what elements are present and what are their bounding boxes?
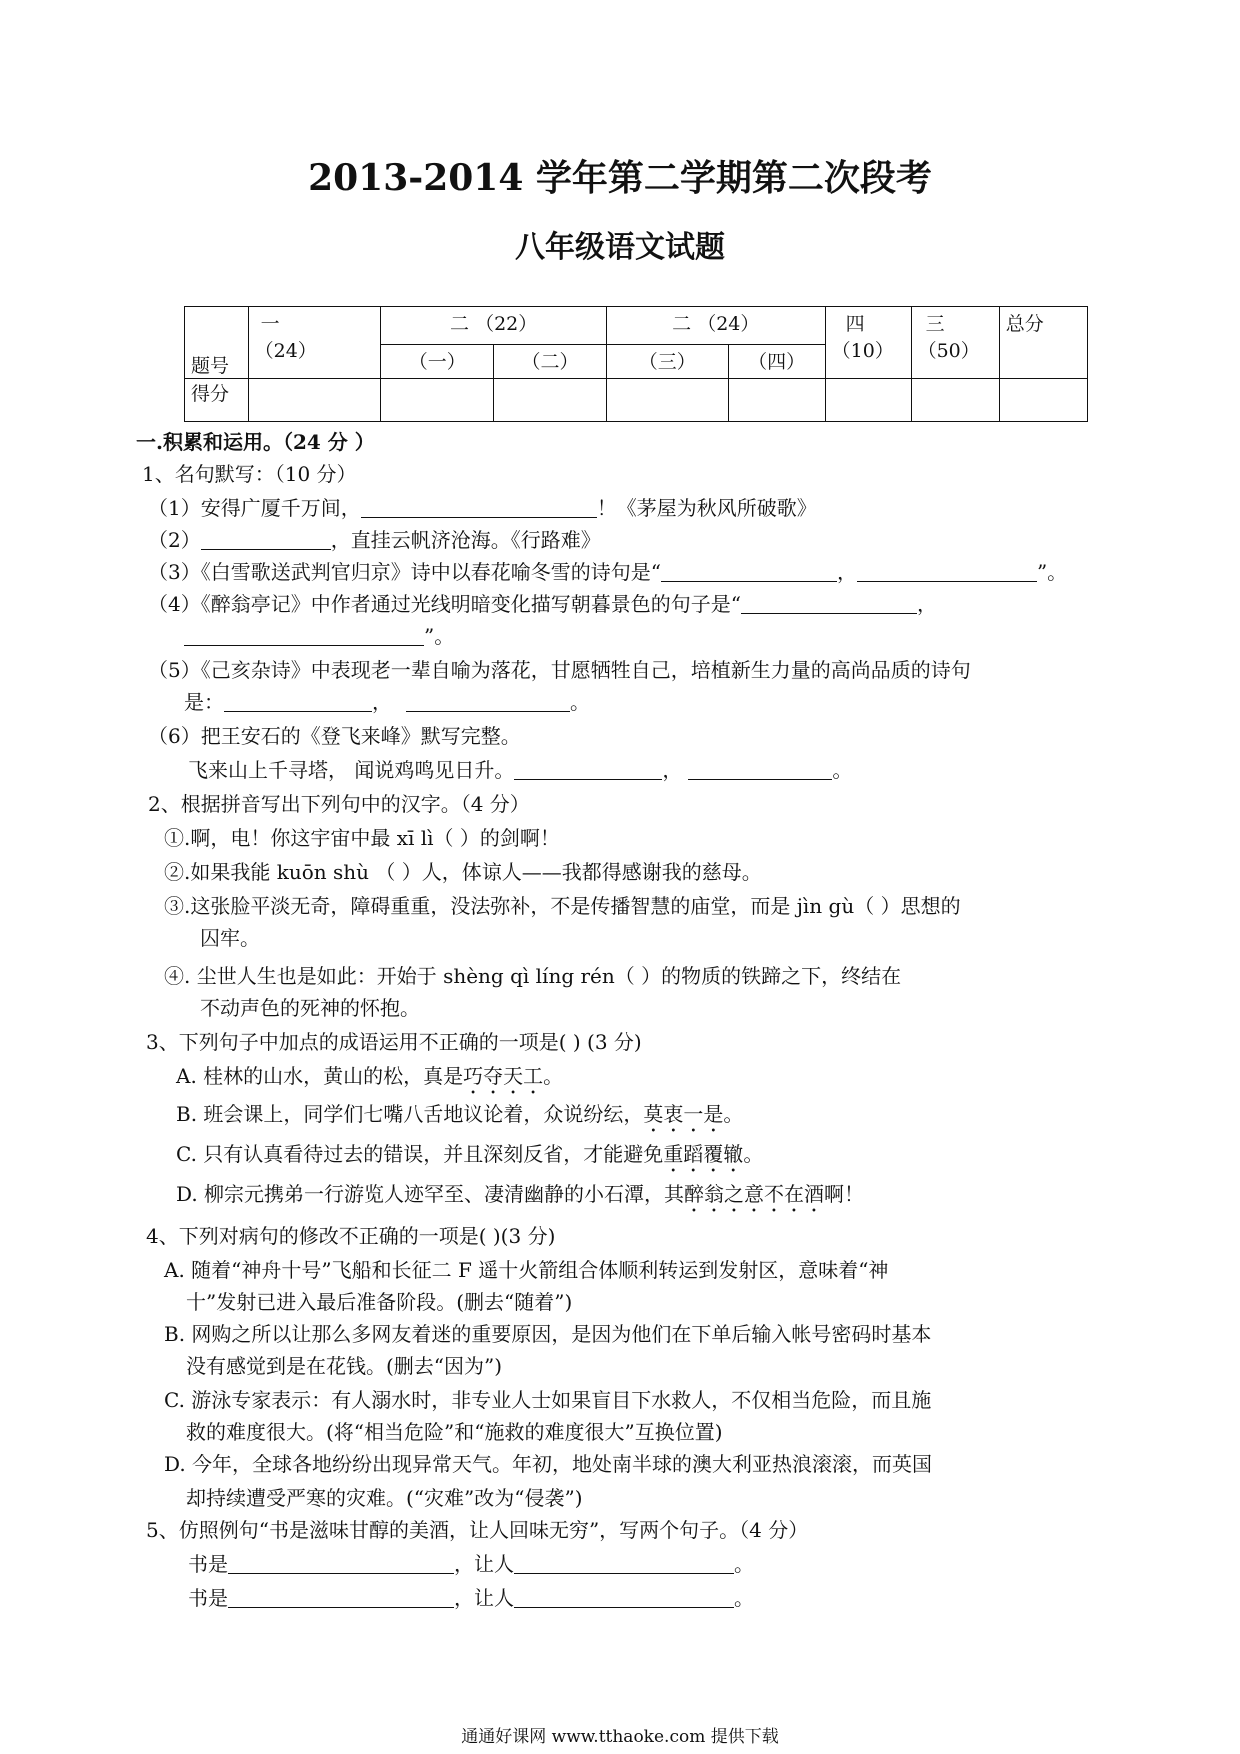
q3-option-a: A. 桂林的山水，黄山的松，真是巧夺天工。 (176, 1064, 564, 1088)
score-table-sub1: （一） (381, 345, 494, 379)
answer-blank[interactable] (741, 593, 917, 614)
q4-option-a-cont: 十”发射已进入最后准备阶段。(删去“随着”) (186, 1290, 573, 1314)
answer-blank[interactable] (661, 561, 837, 582)
q4-option-d: D. 今年，全球各地纷纷出现异常天气。年初，地处南半球的澳大利亚热浪滚滚，而英国 (164, 1452, 933, 1476)
answer-blank[interactable] (688, 759, 832, 780)
answer-blank[interactable] (514, 1553, 734, 1574)
q4-option-c: C. 游泳专家表示：有人溺水时，非专业人士如果盲目下水救人，不仅相当危险，而且施 (164, 1388, 932, 1412)
q2-item4-cont: 不动声色的死神的怀抱。 (200, 996, 420, 1020)
score-table-col-total: 总分 (999, 307, 1087, 379)
q5-line1: 书是 ，让人 。 (188, 1552, 754, 1576)
score-table-sub2: （二） (494, 345, 607, 379)
q2-item1: ①.啊，电！你这宇宙中最 xī lì（ ）的剑啊！ (164, 826, 560, 850)
q3-title: 3、下列句子中加点的成语运用不正确的一项是( ) (3 分) (146, 1030, 642, 1054)
q1-line5-cont: 是： ， 。 (184, 690, 590, 714)
answer-blank[interactable] (514, 1587, 734, 1608)
q3-option-c: C. 只有认真看待过去的错误，并且深刻反省，才能避免重蹈覆辙。 (176, 1142, 764, 1166)
answer-blank[interactable] (228, 1553, 454, 1574)
score-cell[interactable] (381, 379, 494, 422)
score-table-sub3: （三） (606, 345, 728, 379)
score-table-row-label-bottom: 得分 (185, 379, 249, 422)
q1-line3: （3）《白雪歌送武判官归京》诗中以春花喻冬雪的诗句是“ ， ”。 (148, 560, 1068, 584)
q2-title: 2、根据拼音写出下列句中的汉字。（4 分） (148, 792, 530, 816)
score-cell[interactable] (494, 379, 607, 422)
q4-option-c-cont: 救的难度很大。(将“相当危险”和“施救的难度很大”互换位置) (186, 1420, 723, 1444)
score-cell[interactable] (825, 379, 911, 422)
page-footer: 通通好课网 www.tthaoke.com 提供下载 (461, 1727, 779, 1747)
score-cell[interactable] (999, 379, 1087, 422)
answer-blank[interactable] (184, 625, 424, 646)
q1-line1: （1）安得广厦千万间， ！《茅屋为秋风所破歌》 (148, 496, 817, 520)
q5-line2: 书是 ，让人 。 (188, 1586, 754, 1610)
score-cell[interactable] (911, 379, 999, 422)
q4-option-b: B. 网购之所以让那么多网友着迷的重要原因，是因为他们在下单后输入帐号密码时基本 (164, 1322, 932, 1346)
q3-option-b: B. 班会课上，同学们七嘴八舌地议论着，众说纷纭，莫衷一是。 (176, 1102, 744, 1126)
answer-blank[interactable] (228, 1587, 454, 1608)
score-table-sub4: （四） (728, 345, 825, 379)
score-table-group2: 二 （22） (381, 307, 606, 345)
score-table (184, 306, 1088, 422)
q2-item3: ③.这张脸平淡无奇，障碍重重，没法弥补，不是传播智慧的庙堂，而是 jìn gù（ ）思想的 (164, 894, 961, 918)
q1-line2: （2） ，直挂云帆济沧海。《行路难》 (148, 528, 601, 552)
q4-option-b-cont: 没有感觉到是在花钱。(删去“因为”) (186, 1354, 503, 1378)
score-cell[interactable] (728, 379, 825, 422)
answer-blank[interactable] (857, 561, 1037, 582)
answer-blank[interactable] (224, 691, 372, 712)
answer-blank[interactable] (201, 529, 331, 550)
answer-blank[interactable] (514, 759, 662, 780)
q3-option-d: D. 柳宗元携弟一行游览人迹罕至、凄清幽静的小石潭，其醉翁之意不在酒啊！ (176, 1182, 865, 1206)
exam-subtitle: 八年级语文试题 (515, 230, 725, 265)
score-table-group3: 二 （24） (606, 307, 825, 345)
q4-option-a: A. 随着“神舟十号”飞船和长征二 F 遥十火箭组合体顺利转运到发射区，意味着“神 (164, 1258, 889, 1282)
score-cell[interactable] (248, 379, 381, 422)
score-table-col-si: 四 （10） (825, 307, 911, 379)
exam-title: 2013-2014 学年第二学期第二次段考 (308, 157, 932, 199)
section1-heading: 一.积累和运用。（24 分 ） (136, 430, 375, 454)
q2-item3-cont: 囚牢。 (200, 926, 260, 950)
score-table-col1: 一 （24） (248, 307, 381, 379)
answer-blank[interactable] (406, 691, 570, 712)
score-table-row-label-top: 题号 (185, 307, 249, 379)
score-table-col-san: 三 （50） (911, 307, 999, 379)
answer-blank[interactable] (361, 497, 597, 518)
score-cell[interactable] (606, 379, 728, 422)
q1-line4: （4）《醉翁亭记》中作者通过光线明暗变化描写朝暮景色的句子是“ ， (148, 592, 937, 616)
q4-title: 4、下列对病句的修改不正确的一项是( )(3 分) (146, 1224, 556, 1248)
q1-line6: （6）把王安石的《登飞来峰》默写完整。 (148, 724, 521, 748)
q1-line4-cont: ”。 (184, 622, 454, 650)
q2-item4: ④. 尘世人生也是如此：开始于 shèng qì líng rén（ ）的物质的铁蹄之下，终结在 (164, 964, 902, 988)
q1-line6-cont: 飞来山上千寻塔， 闻说鸡鸣见日升。 ， 。 (188, 758, 853, 782)
q2-item2: ②.如果我能 kuōn shù （ ）人，体谅人——我都得感谢我的慈母。 (164, 860, 762, 884)
q1-line5: （5）《己亥杂诗》中表现老一辈自喻为落花，甘愿牺牲自己，培植新生力量的高尚品质的诗句 (148, 658, 971, 682)
q4-option-d-cont: 却持续遭受严寒的灾难。(“灾难”改为“侵袭”) (186, 1486, 583, 1510)
q5-title: 5、仿照例句“书是滋味甘醇的美酒，让人回味无穷”，写两个句子。（4 分） (146, 1518, 809, 1542)
q1-title: 1、名句默写：（10 分） (142, 462, 357, 486)
